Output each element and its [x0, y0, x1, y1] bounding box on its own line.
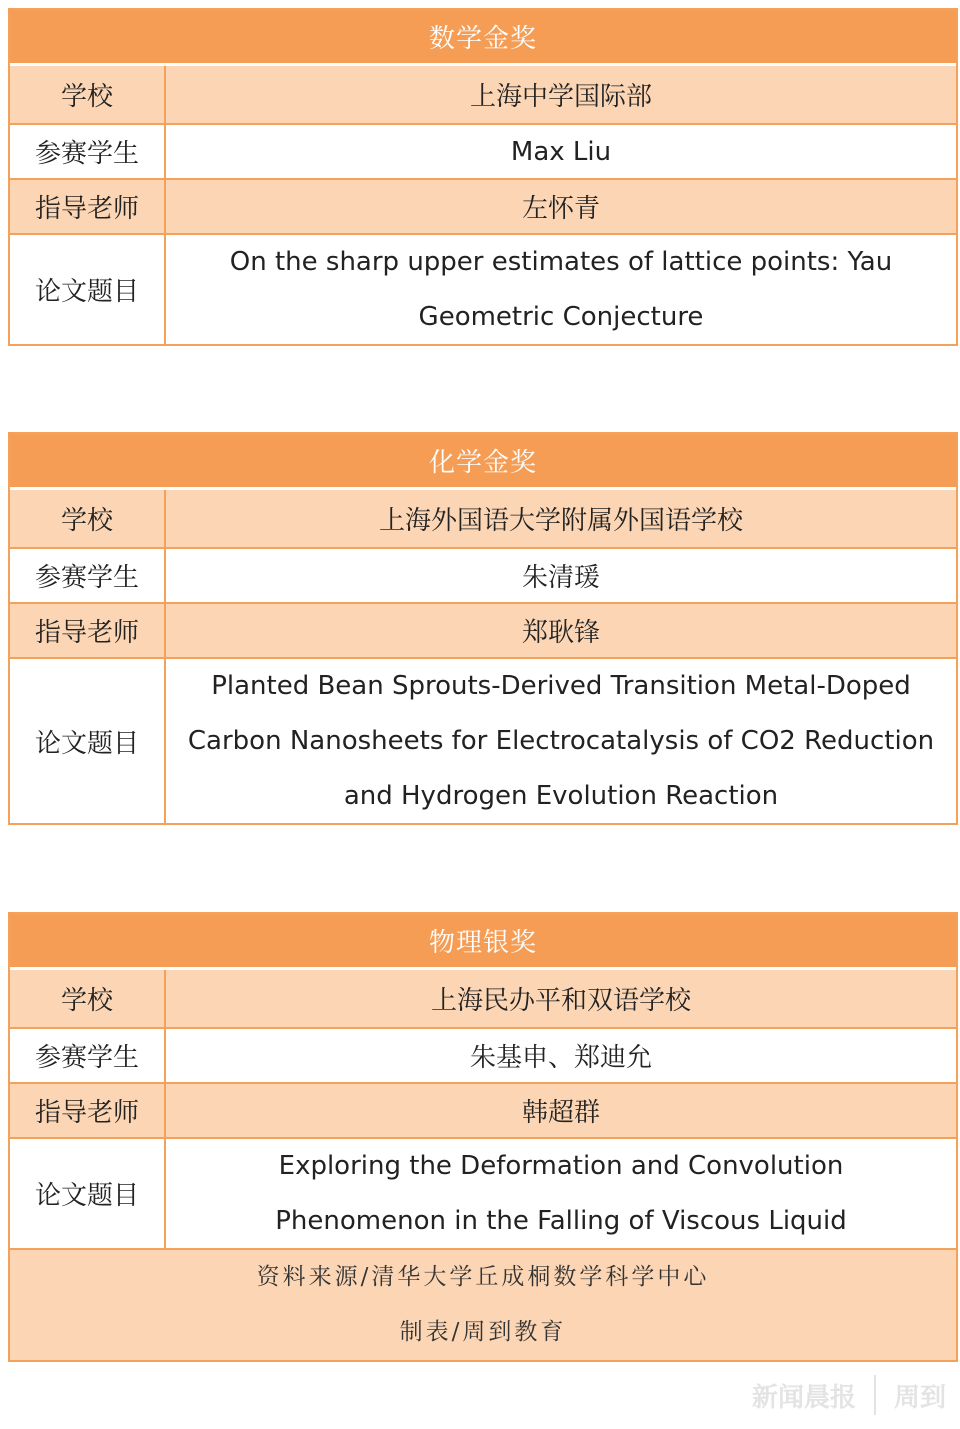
paper-line: Phenomenon in the Falling of Viscous Liquid [275, 1205, 847, 1236]
source-footer [10, 1248, 956, 1360]
label-school: 学校 [10, 66, 166, 123]
row-student [10, 123, 956, 178]
label-student: 参赛学生 [10, 125, 166, 178]
label-student: 参赛学生 [10, 549, 166, 602]
value-student: 朱基申、郑迪允 [469, 1043, 652, 1073]
label-paper: 论文题目 [10, 1139, 166, 1248]
label-school: 学校 [10, 970, 166, 1027]
source-credit: 资料来源/清华大学丘成桐数学科学中心 [256, 1264, 710, 1290]
row-school [10, 970, 956, 1027]
award-title: 物理银奖 [10, 914, 956, 970]
paper-line: Planted Bean Sprouts-Derived Transition Metal-Doped [211, 670, 911, 701]
row-school [10, 66, 956, 123]
row-school [10, 490, 956, 547]
paper-line: Carbon Nanosheets for Electrocatalysis of CO2 Reduction [187, 725, 935, 756]
row-paper [10, 233, 956, 344]
paper-line: Exploring the Deformation and Convolution [278, 1150, 844, 1181]
row-teacher [10, 178, 956, 233]
row-paper [10, 657, 956, 823]
row-paper [10, 1137, 956, 1248]
value-teacher: 韩超群 [521, 1098, 600, 1128]
value-paper [166, 235, 956, 344]
row-student [10, 547, 956, 602]
label-teacher: 指导老师 [10, 1084, 166, 1137]
watermark-divider [874, 1375, 876, 1415]
value-paper [166, 659, 956, 823]
row-teacher [10, 1082, 956, 1137]
value-school: 上海外国语大学附属外国语学校 [378, 506, 743, 536]
value-student: 朱清瑗 [521, 563, 600, 593]
value-teacher: 左怀青 [521, 194, 600, 224]
value-school: 上海中学国际部 [469, 82, 652, 112]
value-teacher: 郑耿锋 [521, 618, 600, 648]
award-title: 化学金奖 [10, 434, 956, 490]
watermark-left: 新闻晨报 [751, 1382, 856, 1413]
label-school: 学校 [10, 490, 166, 547]
row-teacher [10, 602, 956, 657]
label-paper: 论文题目 [10, 659, 166, 823]
paper-line: Geometric Conjecture [418, 301, 704, 332]
watermark [752, 1375, 946, 1415]
label-teacher: 指导老师 [10, 180, 166, 233]
paper-line: On the sharp upper estimates of lattice points: Yau [229, 246, 893, 277]
watermark-right: 周到 [893, 1382, 946, 1413]
label-teacher: 指导老师 [10, 604, 166, 657]
value-school: 上海民办平和双语学校 [430, 986, 691, 1016]
award-title: 数学金奖 [10, 10, 956, 66]
award-table-chemistry [8, 432, 958, 825]
award-table-physics [8, 912, 958, 1362]
value-student: Max Liu [510, 136, 612, 167]
row-student [10, 1027, 956, 1082]
award-table-math [8, 8, 958, 346]
label-student: 参赛学生 [10, 1029, 166, 1082]
value-paper [166, 1139, 956, 1248]
paper-line: and Hydrogen Evolution Reaction [343, 780, 779, 811]
table-credit: 制表/周到教育 [399, 1319, 567, 1345]
label-paper: 论文题目 [10, 235, 166, 344]
